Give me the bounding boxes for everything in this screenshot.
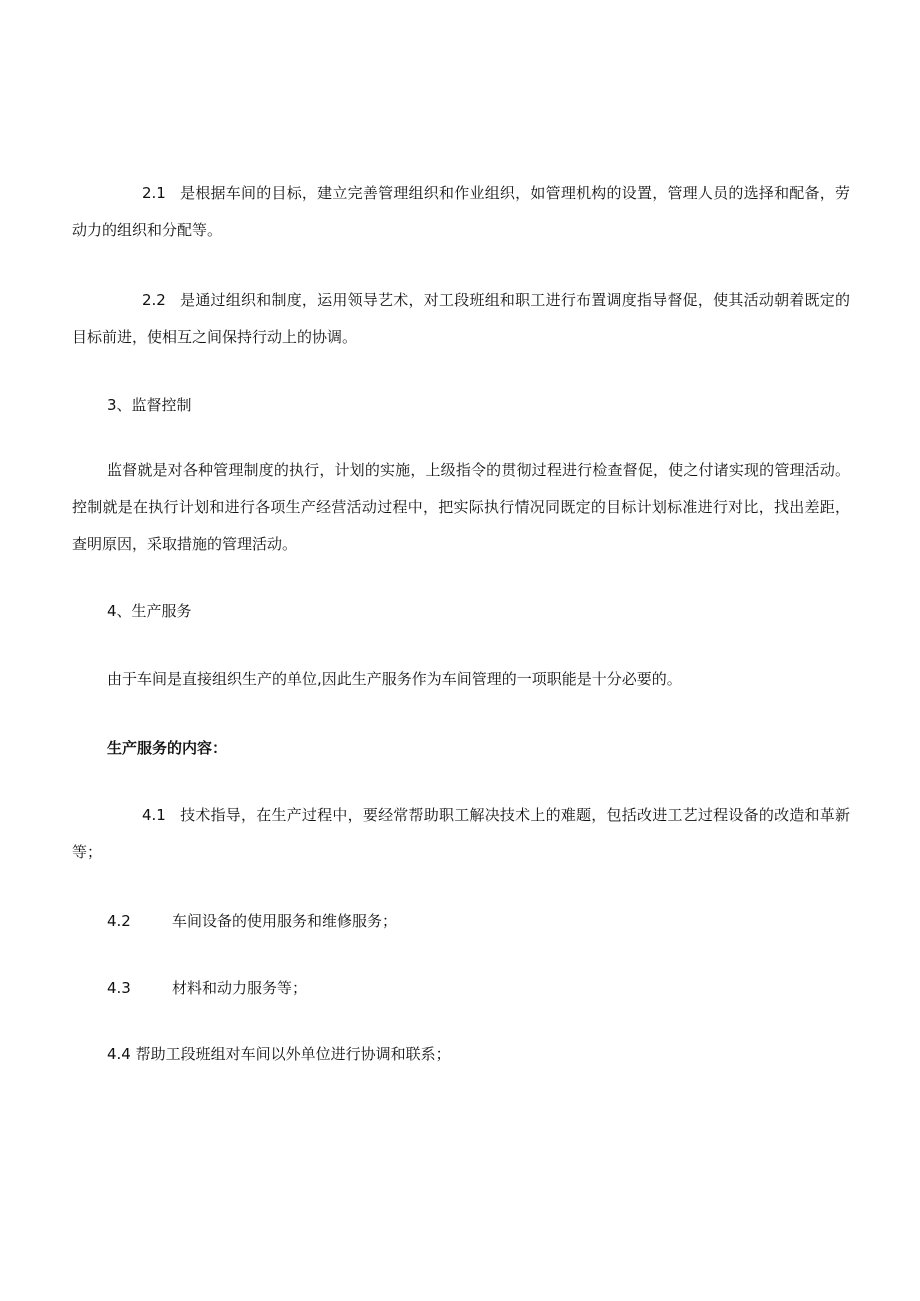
item-number: 2.1 (142, 184, 166, 202)
paragraph-3: 监督就是对各种管理制度的执行，计划的实施，上级指令的贯彻过程进行检查督促，使之付诸实现的管理活动。控制就是在执行计划和进行各项生产经营活动过程中，把实际执行情况同既定的目标计划标准进行对比，找出差距，查明原因，采取措施的管理活动。 (72, 461, 850, 553)
paragraph-text: 材料和动力服务等； (172, 979, 308, 997)
paragraph-text: 是根据车间的目标，建立完善管理组织和作业组织，如管理机构的设置，管理人员的选择和配备，劳动力的组织和分配等。 (72, 184, 850, 239)
paragraph-4: 由于车间是直接组织生产的单位,因此生产服务作为车间管理的一项职能是十分必要的。 (107, 670, 682, 688)
paragraph-2-1 (72, 175, 850, 249)
section-heading-4: 4、生产服务 (107, 602, 192, 620)
item-number: 4.1 (142, 806, 166, 824)
paragraph-4-2 (107, 903, 397, 940)
paragraph-4-3 (107, 970, 307, 1007)
paragraph-text: 车间设备的使用服务和维修服务； (172, 912, 398, 930)
paragraph-2-2 (72, 282, 850, 356)
section-heading-3: 3、监督控制 (107, 396, 192, 414)
paragraph-4-4: 4.4 帮助工段班组对车间以外单位进行协调和联系； (107, 1045, 451, 1063)
item-number: 4.3 (107, 979, 131, 997)
paragraph-4-1 (72, 797, 850, 871)
paragraph-text: 技术指导，在生产过程中，要经常帮助职工解决技术上的难题，包括改进工艺过程设备的改造和革新等； (72, 806, 850, 861)
paragraph-text: 是通过组织和制度，运用领导艺术，对工段班组和职工进行布置调度指导督促，使其活动朝着既定的目标前进，使相互之间保持行动上的协调。 (72, 291, 850, 346)
item-number: 4.2 (107, 912, 131, 930)
content-heading: 生产服务的内容： (107, 739, 228, 757)
item-number: 2.2 (142, 291, 166, 309)
